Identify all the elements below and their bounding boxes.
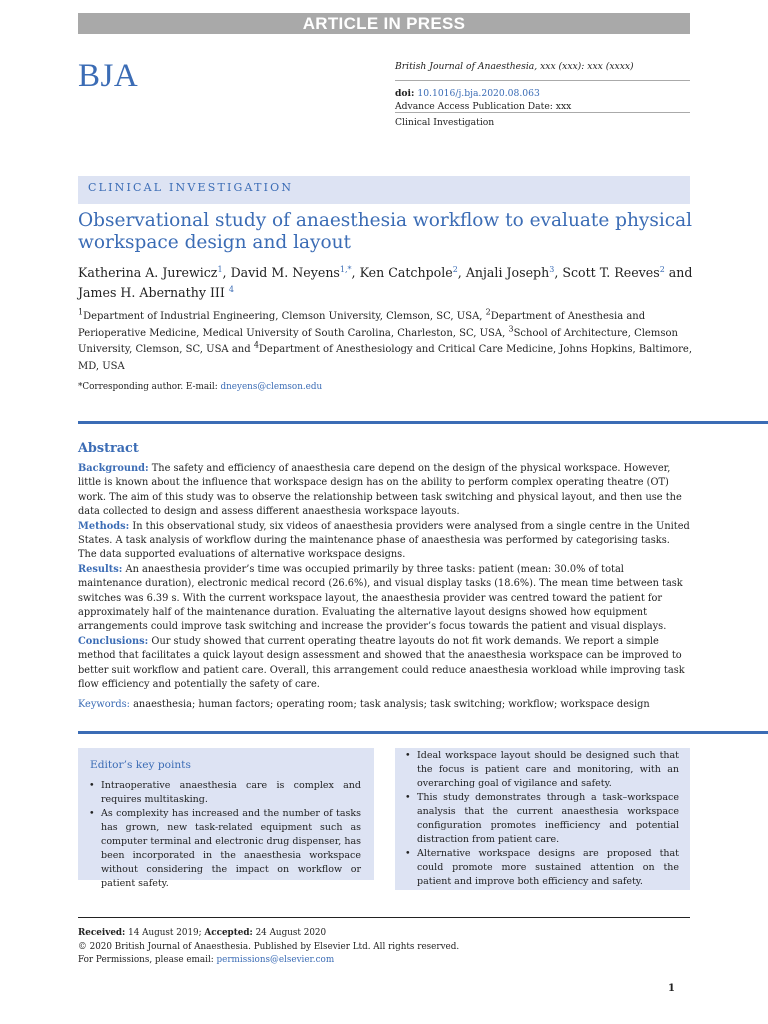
abstract-section-label: Conclusions:: [78, 635, 149, 647]
abstract-section: [78, 635, 690, 693]
affiliation-marker: 3: [508, 324, 514, 334]
corresponding-email-link[interactable]: dneyens@clemson.edu: [220, 382, 323, 392]
author-separator: and: [664, 265, 693, 280]
permissions-email-link[interactable]: permissions@elsevier.com: [216, 955, 335, 965]
affiliation-text: Department of Anesthesia and Perioperative Medicine, Medical University of South Carolina, Charleston, SC, USA,: [78, 311, 646, 339]
author-list: [78, 263, 698, 303]
key-points-title: Editor’s key points: [90, 759, 191, 771]
corresponding-author: [78, 382, 322, 392]
affiliation-text: School of Architecture, Clemson University, Clemson, SC, USA and: [78, 327, 678, 355]
journal-logo: BJA: [78, 58, 139, 94]
abstract-section-text: Our study showed that current operating theatre layouts do not fit work demands. We report a simple method that facilitates a quick layout design assessment and showed that the anaesthesia workspace can be improved to better suit workflow and patient care. Overall, this arrangement could reduce anaesthesia workload while improving task flow efficiency and potentially the safety of care.: [78, 635, 685, 691]
author-separator: ,: [457, 265, 466, 280]
affiliation-text: Department of Anesthesiology and Critical Care Medicine, Johns Hopkins, Baltimore, MD, USA: [78, 344, 693, 372]
abstract-section-label: Methods:: [78, 520, 130, 532]
keywords-text: anaesthesia; human factors; operating room; task analysis; task switching; workflow; workspace design: [129, 699, 650, 710]
permissions-label: For Permissions, please email:: [78, 955, 217, 965]
page-number: 1: [668, 983, 675, 994]
affiliation-marker: 2: [485, 307, 491, 317]
author-name: Anjali Joseph: [465, 265, 550, 280]
key-point-item: • Intraoperative anaesthesia care is complex and requires multitasking.: [89, 779, 361, 807]
affiliations: [78, 309, 698, 375]
author-affiliation-marker: 2: [659, 264, 665, 274]
abstract-section-text: The safety and efficiency of anaesthesia care depend on the design of the physical workspace. However, little is known about the influence that workspace design has on the ability to perform complex operating theatre (OT) work. The aim of this study was to observe the relationship between task switching and physical layout, and then use the data collected to design and assess different anaesthesia workspace layouts.: [78, 463, 682, 518]
received-date: 14 August 2019;: [125, 928, 205, 938]
abstract-section-label: Results:: [78, 563, 123, 575]
author-affiliation-marker: 4: [228, 284, 234, 294]
accepted-date: 24 August 2020: [252, 928, 327, 938]
meta-divider-1: [395, 80, 690, 81]
advance-access-date: Advance Access Publication Date: xxx: [395, 101, 572, 112]
accepted-label: Accepted:: [204, 928, 253, 938]
article-title: Observational study of anaesthesia workflow to evaluate physical workspace design and layout: [78, 210, 693, 253]
affiliation-marker: 1: [78, 307, 84, 317]
article-in-press-banner: ARTICLE IN PRESS: [78, 13, 690, 34]
abstract-top-rule: [78, 421, 768, 424]
doi-line: [395, 88, 540, 99]
abstract-section: [78, 563, 690, 635]
abstract-section-text: In this observational study, six videos of anaesthesia providers were analysed from a single centre in the United States. A task analysis of workflow during the maintenance phase of anaesthesia was performed by categorising tasks. The data supported evaluations of alternative workspace designs.: [78, 520, 690, 561]
author-name: Katherina A. Jurewicz: [78, 265, 218, 280]
copyright-line: © 2020 British Journal of Anaesthesia. Published by Elsevier Ltd. All rights reserved.: [78, 941, 460, 952]
journal-citation: British Journal of Anaesthesia, xxx (xxx): xxx (xxxx): [395, 61, 634, 72]
author-affiliation-marker: 1,*: [339, 264, 352, 274]
abstract-section: [78, 462, 690, 520]
meta-divider-2: [395, 112, 690, 113]
key-point-item: • This study demonstrates through a task–workspace analysis that the current anaesthesia workspace configuration promotes inefficiency and potential distraction from patient care.: [405, 791, 679, 847]
keywords: [78, 699, 698, 710]
doi-label: doi:: [395, 88, 415, 99]
author-affiliation-marker: 3: [549, 264, 555, 274]
received-label: Received:: [78, 928, 126, 938]
author-name: James H. Abernathy III: [78, 285, 229, 300]
author-name: Scott T. Reeves: [562, 265, 660, 280]
author-separator: ,: [222, 265, 231, 280]
affiliation-marker: 4: [253, 340, 259, 350]
abstract-section: [78, 520, 690, 563]
author-separator: ,: [351, 265, 360, 280]
key-point-item: • Alternative workspace designs are proposed that could promote more sustained attention on the patient and improve both efficiency and safety.: [405, 847, 679, 889]
keywords-label: Keywords:: [78, 699, 130, 710]
abstract-bottom-rule: [78, 731, 768, 734]
key-point-item: • Ideal workspace layout should be designed such that the focus is patient care and monitoring, with an overarching goal of vigilance and safety.: [405, 749, 679, 791]
key-points-list-left: [89, 779, 361, 891]
affiliation-text: Department of Industrial Engineering, Clemson University, Clemson, SC, USA,: [83, 311, 486, 322]
footer-rule: [78, 917, 690, 918]
abstract-section-text: An anaesthesia provider’s time was occupied primarily by three tasks: patient (mean: 30.0% of total maintenance duration), electronic medical record (26.6%), and visual display tasks (18.6%). The mean time between task switches was 6.39 s. With the current workspace layout, the anaesthesia provider was centred toward the patient for approximately half of the maintenance duration. Evaluating the alternative layout designs showed how equipment arrangements could improve task switching and increase the provider’s focus towards the patient and visual displays.: [78, 563, 683, 633]
doi-link[interactable]: 10.1016/j.bja.2020.08.063: [417, 88, 540, 99]
corresponding-label: *Corresponding author. E-mail:: [78, 382, 221, 392]
abstract-body: [78, 462, 690, 693]
footer: [78, 927, 459, 968]
author-name: David M. Neyens: [230, 265, 340, 280]
section-label: CLINICAL INVESTIGATION: [88, 181, 294, 194]
author-affiliation-marker: 1: [217, 264, 223, 274]
abstract-heading: Abstract: [78, 441, 139, 456]
author-name: Ken Catchpole: [359, 265, 453, 280]
dates-line: [78, 927, 459, 941]
author-affiliation-marker: 2: [452, 264, 458, 274]
key-points-list-right: [405, 749, 679, 889]
author-separator: ,: [554, 265, 563, 280]
abstract-section-label: Background:: [78, 463, 149, 474]
article-type: Clinical Investigation: [395, 117, 495, 128]
key-point-item: • As complexity has increased and the number of tasks has grown, new task-related equipment such as computer terminal and electronic drug dispenser, has been incorporated in the anaesthesia workspace without considering the impact on workflow or patient safety.: [89, 807, 361, 891]
permissions-line: [78, 954, 459, 968]
